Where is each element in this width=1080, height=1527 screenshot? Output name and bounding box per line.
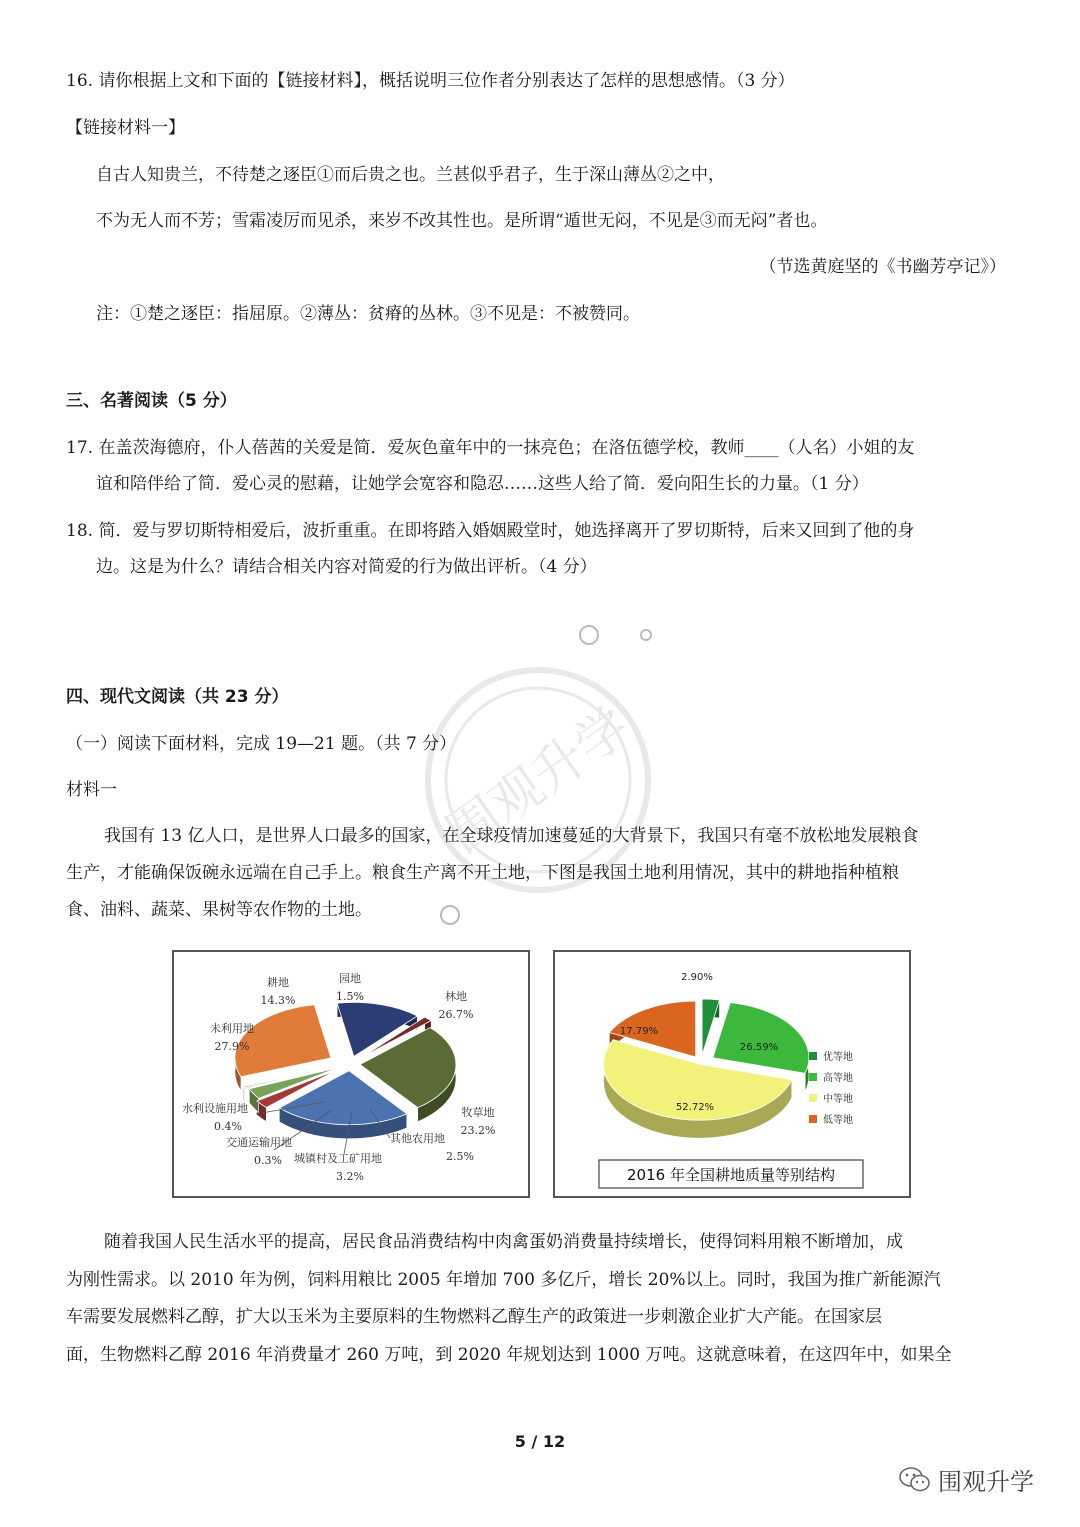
- q16-title: 16. 请你根据上文和下面的【链接材料】，概括说明三位作者分别表达了怎样的思想感情。（3 分）: [66, 71, 795, 91]
- page-number: 5 / 12: [514, 1432, 566, 1451]
- section-4-heading: 四、现代文阅读（共 23 分）: [66, 687, 289, 707]
- section-4-sub: （一）阅读下面材料，完成 19—21 题。（共 7 分）: [66, 734, 457, 754]
- watermark-dots: [576, 624, 656, 654]
- brand-footer: [898, 1462, 1034, 1497]
- material-note: 注：①楚之逐臣：指屈原。②薄丛：贫瘠的丛林。③不见是：不被赞同。: [96, 304, 640, 324]
- value-youdeng: 2.90%: [681, 972, 713, 983]
- label-chengzhen: 城镇村及工矿用地: [294, 1152, 382, 1165]
- label-weiliyong: 未利用地: [210, 1022, 254, 1035]
- material-paragraph-1: 自古人知贵兰，不待楚之逐臣①而后贵之也。兰甚似乎君子，生于深山薄丛②之中，: [96, 165, 725, 185]
- value-weiliyong: 27.9%: [214, 1040, 250, 1053]
- para-1-line-2: 生产，才能确保饭碗永远端在自己手上。粮食生产离不开土地，下图是我国土地利用情况，其中的耕地指种植粮: [66, 863, 899, 883]
- legend-swatch-didengdi: [809, 1115, 817, 1123]
- para-1-line-1: 我国有 13 亿人口，是世界人口最多的国家，在全球疫情加速蔓延的大背景下，我国只有毫不放松地发展粮食: [104, 826, 919, 846]
- label-jiaotong: 交通运输用地: [226, 1136, 292, 1149]
- watermark-text: 围观升学: [436, 696, 641, 866]
- label-qitanong: 其他农用地: [390, 1132, 445, 1145]
- label-yuandi: 园地: [339, 972, 361, 985]
- q18-line-1: 18. 简．爱与罗切斯特相爱后，波折重重。在即将踏入婚姻殿堂时，她选择离开了罗切斯特，后来又回到了他的身: [66, 521, 915, 541]
- legend-swatch-gaodeng: [809, 1073, 817, 1081]
- value-chengzhen: 3.2%: [336, 1170, 364, 1183]
- value-qitanong: 2.5%: [446, 1150, 474, 1163]
- value-zhongdeng: 52.72%: [675, 1102, 715, 1113]
- para-2-line-2: 为刚性需求。以 2010 年为例，饲料用粮比 2005 年增加 700 多亿斤，增长 20%以上。同时，我国为推广新能源汽: [66, 1270, 941, 1290]
- label-shuili: 水利设施用地: [182, 1102, 248, 1115]
- label-mucaodi: 牧草地: [461, 1106, 495, 1119]
- para-2-line-4: 面，生物燃料乙醇 2016 年消费量才 260 万吨，到 2020 年规划达到 1000 万吨。这就意味着，在这四年中，如果全: [66, 1345, 952, 1365]
- legend-gaodeng: 高等地: [823, 1073, 853, 1084]
- material-source: （节选黄庭坚的《书幽芳亭记》）: [759, 257, 1006, 277]
- q17-line-1: 17. 在盖茨海德府，仆人蓓茜的关爱是简．爱灰色童年中的一抹亮色；在洛伍德学校，教师____（人名）小姐的友: [66, 438, 915, 458]
- value-mucaodi: 23.2%: [460, 1124, 496, 1137]
- q18-line-2: 边。这是为什么？请结合相关内容对简爱的行为做出评析。（4 分）: [96, 557, 597, 577]
- legend: [809, 1050, 853, 1126]
- para-2-line-1: 随着我国人民生活水平的提高，居民食品消费结构中肉禽蛋奶消费量持续增长，使得饲料用粮不断增加，成: [104, 1232, 903, 1252]
- farmland-quality-pie: [555, 952, 909, 1196]
- material-paragraph-2: 不为无人而不芳；雪霜凌厉而见杀，来岁不改其性也。是所谓“遁世无闷，不见是③而无闷”者也。: [96, 211, 828, 231]
- quality-slice-1: [713, 1003, 809, 1074]
- value-jiaotong: 0.3%: [254, 1154, 282, 1167]
- q17-line-2: 谊和陪伴给了简．爱心灵的慰藉，让她学会宽容和隐忍……这些人给了简．爱向阳生长的力量。（1 分）: [96, 474, 869, 494]
- farmland-quality-chart: [553, 950, 911, 1198]
- material-1-label: 材料一: [66, 780, 117, 800]
- para-1-line-3: 食、油料、蔬菜、果树等农作物的土地。: [66, 900, 372, 920]
- legend-didengdi: 低等地: [823, 1115, 853, 1126]
- brand-name: 围观升学: [938, 1468, 1034, 1496]
- wechat-icon: [898, 1466, 932, 1494]
- legend-swatch-youdeng: [809, 1052, 817, 1060]
- legend-zhongdeng: 中等地: [823, 1094, 853, 1105]
- value-didengdi: 17.79%: [619, 1026, 659, 1037]
- value-gengdi: 14.3%: [260, 994, 296, 1007]
- value-gaodeng: 26.59%: [739, 1042, 779, 1053]
- watermark-dot-2: [436, 902, 466, 932]
- land-use-pie: [174, 952, 528, 1196]
- label-gengdi: 耕地: [267, 976, 289, 989]
- land-use-side-7: [243, 1087, 244, 1102]
- value-shuili: 0.4%: [214, 1120, 242, 1133]
- chart-2-title: 2016 年全国耕地质量等别结构: [627, 1166, 835, 1184]
- legend-youdeng: 优等地: [823, 1052, 853, 1063]
- land-use-chart: [172, 950, 530, 1198]
- para-2-line-3: 车需要发展燃料乙醇，扩大以玉米为主要原料的生物燃料乙醇生产的政策进一步刺激企业扩大产能。在国家层: [66, 1307, 882, 1327]
- section-3-heading: 三、名著阅读（5 分）: [66, 391, 237, 411]
- value-lindi: 26.7%: [438, 1008, 474, 1021]
- material-label: 【链接材料一】: [66, 118, 185, 138]
- legend-swatch-zhongdeng: [809, 1094, 817, 1102]
- label-lindi: 林地: [445, 990, 467, 1003]
- value-yuandi: 1.5%: [336, 990, 364, 1003]
